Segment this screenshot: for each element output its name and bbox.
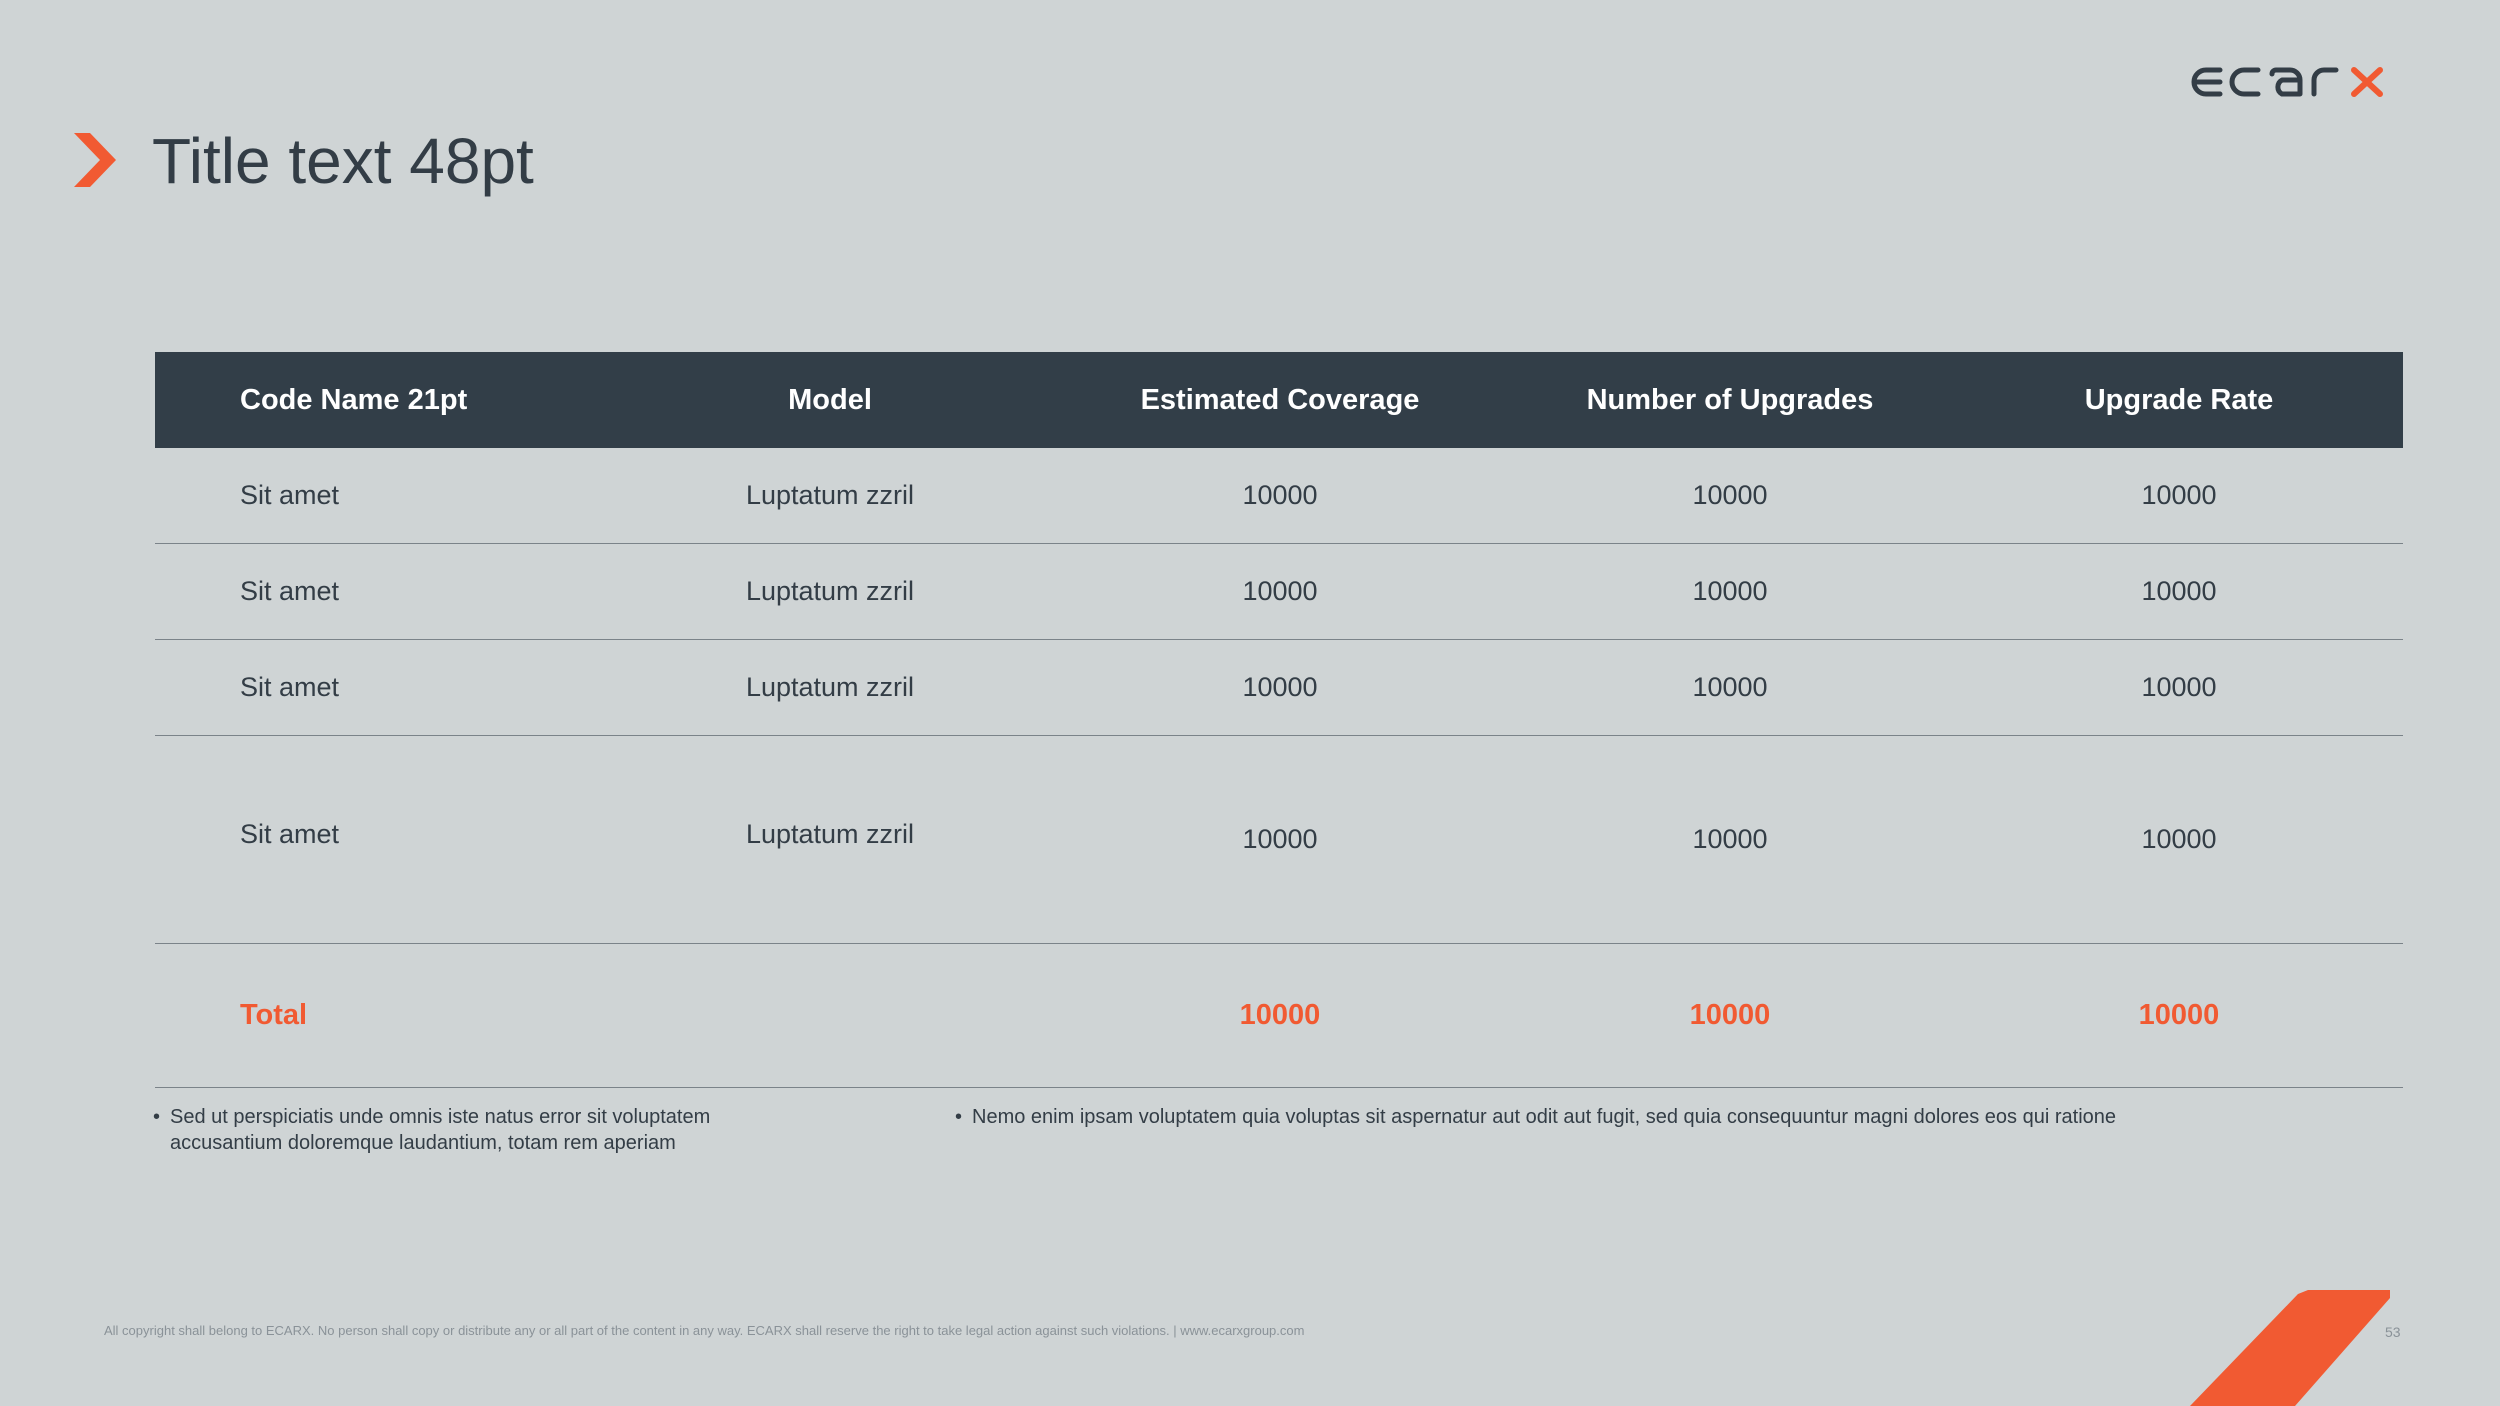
total-upgrade-rate: 10000 (1955, 944, 2403, 1088)
table-header-row (155, 352, 2403, 448)
cell-code-name: Sit amet (155, 544, 605, 640)
cell-code-name: Sit amet (155, 640, 605, 736)
cell-model: Luptatum zzril (605, 448, 1055, 544)
copyright-notice: All copyright shall belong to ECARX. No person shall copy or distribute any or all part of the content in any way. ECARX shall reserve the right to take legal action against such violations. | www.ecarxgroup.com (104, 1323, 1305, 1338)
total-label: Total (155, 944, 605, 1088)
diagonal-stripe-decoration (2190, 1290, 2400, 1406)
column-header-code-name: Code Name 21pt (155, 352, 605, 448)
column-header-upgrade-rate: Upgrade Rate (1955, 352, 2403, 448)
table-row (155, 736, 2403, 944)
cell-number-of-upgrades: 10000 (1505, 544, 1955, 640)
table-row (155, 448, 2403, 544)
footnote-right (955, 1104, 2272, 1130)
cell-model: Luptatum zzril (605, 736, 1055, 944)
cell-estimated-coverage: 10000 (1055, 736, 1505, 944)
bullet-icon: • (955, 1106, 963, 1128)
column-header-estimated-coverage: Estimated Coverage (1055, 352, 1505, 448)
cell-estimated-coverage: 10000 (1055, 640, 1505, 736)
table-row (155, 640, 2403, 736)
bullet-icon: • (153, 1106, 161, 1128)
column-header-model: Model (605, 352, 1055, 448)
column-header-number-of-upgrades: Number of Upgrades (1505, 352, 1955, 448)
cell-model: Luptatum zzril (605, 544, 1055, 640)
cell-model: Luptatum zzril (605, 640, 1055, 736)
chevron-right-icon (74, 133, 116, 187)
table-total-row (155, 944, 2403, 1088)
cell-estimated-coverage: 10000 (1055, 544, 1505, 640)
cell-upgrade-rate: 10000 (1955, 448, 2403, 544)
cell-upgrade-rate: 10000 (1955, 544, 2403, 640)
ecarx-logo (2190, 58, 2402, 108)
cell-number-of-upgrades: 10000 (1505, 448, 1955, 544)
cell-upgrade-rate: 10000 (1955, 640, 2403, 736)
page-title: Title text 48pt (152, 125, 534, 197)
table-row (155, 544, 2403, 640)
cell-number-of-upgrades: 10000 (1505, 640, 1955, 736)
total-model (605, 944, 1055, 1088)
footnote-left-text: Sed ut perspiciatis unde omnis iste natus error sit voluptatem accusantium doloremque laudantium, totam rem aperiam (170, 1106, 711, 1154)
total-estimated-coverage: 10000 (1055, 944, 1505, 1088)
cell-code-name: Sit amet (155, 736, 605, 944)
footnote-left (153, 1104, 810, 1156)
cell-number-of-upgrades: 10000 (1505, 736, 1955, 944)
page-number: 53 (2385, 1324, 2401, 1340)
total-number-of-upgrades: 10000 (1505, 944, 1955, 1088)
cell-upgrade-rate: 10000 (1955, 736, 2403, 944)
data-table (155, 352, 2403, 1088)
cell-estimated-coverage: 10000 (1055, 448, 1505, 544)
footnote-right-text: Nemo enim ipsam voluptatem quia voluptas sit aspernatur aut odit aut fugit, sed quia consequuntur magni dolores eos qui ratione (972, 1106, 2117, 1128)
cell-code-name: Sit amet (155, 448, 605, 544)
